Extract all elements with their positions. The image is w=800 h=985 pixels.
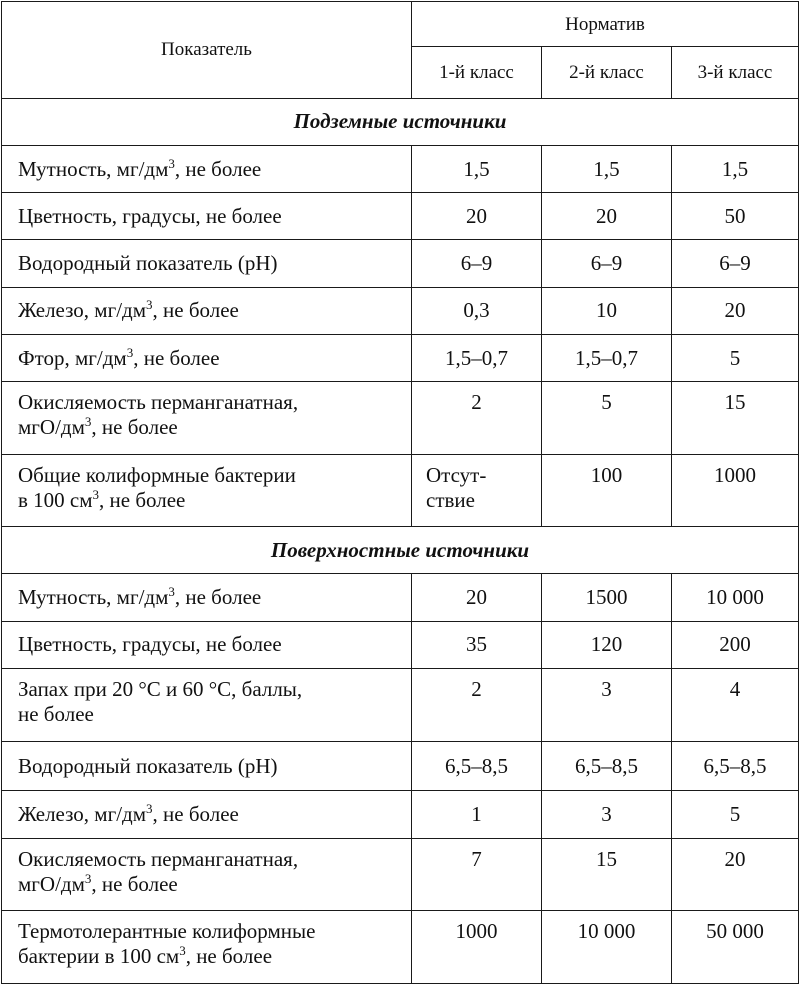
class-3-value: 5 [672,790,799,838]
table-row [2,145,799,192]
section-title: Подземные источники [2,98,799,145]
section-title: Поверхностные источники [2,527,799,574]
class-1-value: 1,5 [412,145,542,192]
header-row [2,2,799,47]
section-row [2,527,799,574]
table-row [2,742,799,790]
table-row [2,193,799,240]
class-3-value: 1,5 [672,145,799,192]
table-row [2,240,799,287]
class-3-value: 6,5–8,5 [672,742,799,790]
indicator-name: Общие колиформные бактерии в 100 $см^3$, не более [2,454,412,526]
class-2-value: 15 [542,838,672,910]
indicator-name: Железо, $мг/дм^3$, не более [2,287,412,334]
indicator-header: Показатель [2,2,412,99]
class-3-value: 20 [672,838,799,910]
indicator-name: Запах при 20 °C и 60 °C, баллы, не более [2,668,412,741]
indicator-name: Водородный показатель (pH) [2,742,412,790]
table-row [2,838,799,910]
indicator-name: Фтор, $мг/дм^3$, не более [2,334,412,381]
class-1-value: 1 [412,790,542,838]
table-row [2,574,799,621]
table-row [2,911,799,984]
indicator-name: Мутность, $мг/дм^3$, не более [2,145,412,192]
table-row [2,790,799,838]
class-1-value: 2 [412,668,542,741]
class-3-value: 6–9 [672,240,799,287]
indicator-name: Цветность, градусы, не более [2,193,412,240]
class-1-value: 0,3 [412,287,542,334]
class-2-value: 1500 [542,574,672,621]
class-3-header: 3-й класс [672,47,799,98]
class-3-value: 200 [672,621,799,668]
indicator-name: Железо, $мг/дм^3$, не более [2,790,412,838]
class-3-value: 4 [672,668,799,741]
class-3-value: 10 000 [672,574,799,621]
class-1-value: Отсут- ствие [412,454,542,526]
table-row [2,621,799,668]
class-1-value: 6,5–8,5 [412,742,542,790]
class-2-value: 1,5–0,7 [542,334,672,381]
table-row [2,287,799,334]
class-3-value: 50 [672,193,799,240]
class-2-value: 10 [542,287,672,334]
class-2-header: 2-й класс [542,47,672,98]
class-1-value: 1,5–0,7 [412,334,542,381]
class-1-value: 35 [412,621,542,668]
class-2-value: 6,5–8,5 [542,742,672,790]
table-row [2,334,799,381]
class-2-value: 5 [542,382,672,454]
class-2-value: 10 000 [542,911,672,984]
class-2-value: 100 [542,454,672,526]
class-1-value: 20 [412,574,542,621]
norm-header: Норматив [412,2,799,47]
class-1-value: 20 [412,193,542,240]
class-1-header: 1-й класс [412,47,542,98]
table-row [2,382,799,454]
water-quality-norms-table [1,1,799,984]
class-2-value: 120 [542,621,672,668]
class-3-value: 5 [672,334,799,381]
class-1-value: 6–9 [412,240,542,287]
indicator-name: Окисляемость перманганатная, мгО/$дм^3$, не более [2,838,412,910]
class-2-value: 6–9 [542,240,672,287]
indicator-name: Термотолерантные колиформные бактерии в 100 $см^3$, не более [2,911,412,984]
class-1-value: 7 [412,838,542,910]
class-3-value: 1000 [672,454,799,526]
class-2-value: 1,5 [542,145,672,192]
section-row [2,98,799,145]
table-row [2,454,799,526]
class-3-value: 50 000 [672,911,799,984]
indicator-name: Водородный показатель (pH) [2,240,412,287]
class-2-value: 3 [542,668,672,741]
class-1-value: 1000 [412,911,542,984]
indicator-name: Мутность, $мг/дм^3$, не более [2,574,412,621]
class-2-value: 20 [542,193,672,240]
class-3-value: 15 [672,382,799,454]
class-1-value: 2 [412,382,542,454]
table-row [2,668,799,741]
class-2-value: 3 [542,790,672,838]
indicator-name: Цветность, градусы, не более [2,621,412,668]
indicator-name: Окисляемость перманганатная, мгО/$дм^3$, не более [2,382,412,454]
class-3-value: 20 [672,287,799,334]
